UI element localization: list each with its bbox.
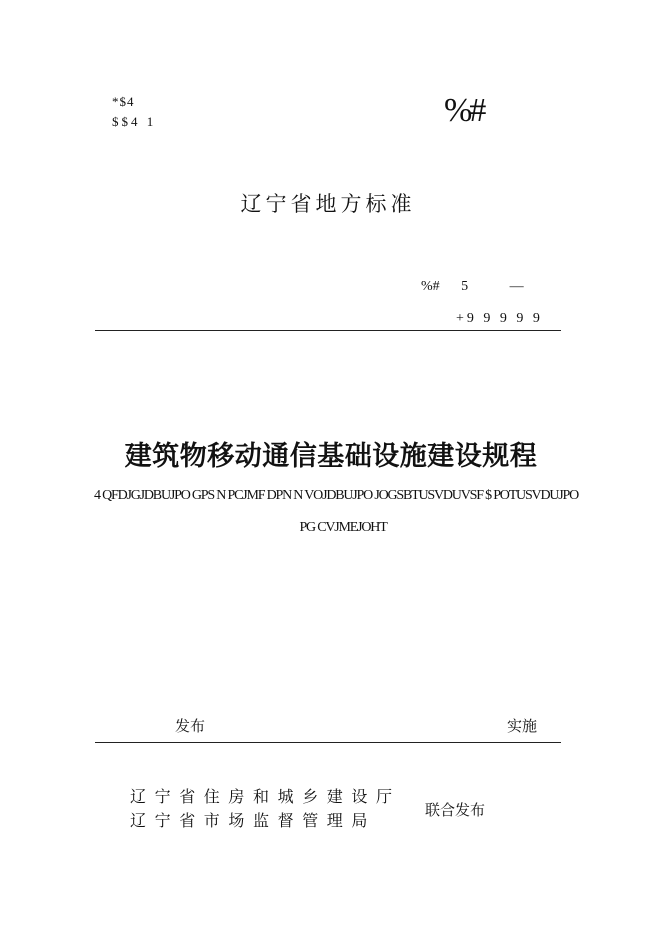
- publisher-line-1: 辽宁省住房和城乡建设厅: [130, 787, 401, 806]
- standard-number-dash: —: [509, 279, 524, 294]
- standard-title: 辽宁省地方标准: [240, 192, 416, 216]
- document-title: 建筑物移动通信基础设施建设规程: [124, 441, 538, 472]
- publisher-line-2: 辽宁省市场监督管理局: [130, 811, 377, 830]
- issue-date-label: 发布: [175, 717, 206, 735]
- document-title-en-line1: 4 QFDJGJDBUJPO GPS N PCJMF DPN N VOJDBUJPO JOGSBTUSVDUVSF $ POTUSVDUJPO: [93, 488, 579, 503]
- db-logo: %#: [444, 92, 484, 129]
- ics-code: *$4: [112, 94, 135, 109]
- standard-year: +9 9 9 9 9: [456, 311, 543, 326]
- standard-number: [421, 279, 524, 295]
- implement-date-label: 实施: [507, 717, 538, 735]
- standard-number-prefix: %#: [421, 279, 440, 294]
- standard-number-part: 5: [461, 279, 469, 294]
- document-title-en-line2: PG CVJMEJOHT: [299, 520, 387, 535]
- bottom-divider: [95, 742, 561, 743]
- top-divider: [95, 330, 561, 331]
- ccs-code: $$4 1: [112, 114, 157, 129]
- joint-publish-label: 联合发布: [425, 801, 486, 819]
